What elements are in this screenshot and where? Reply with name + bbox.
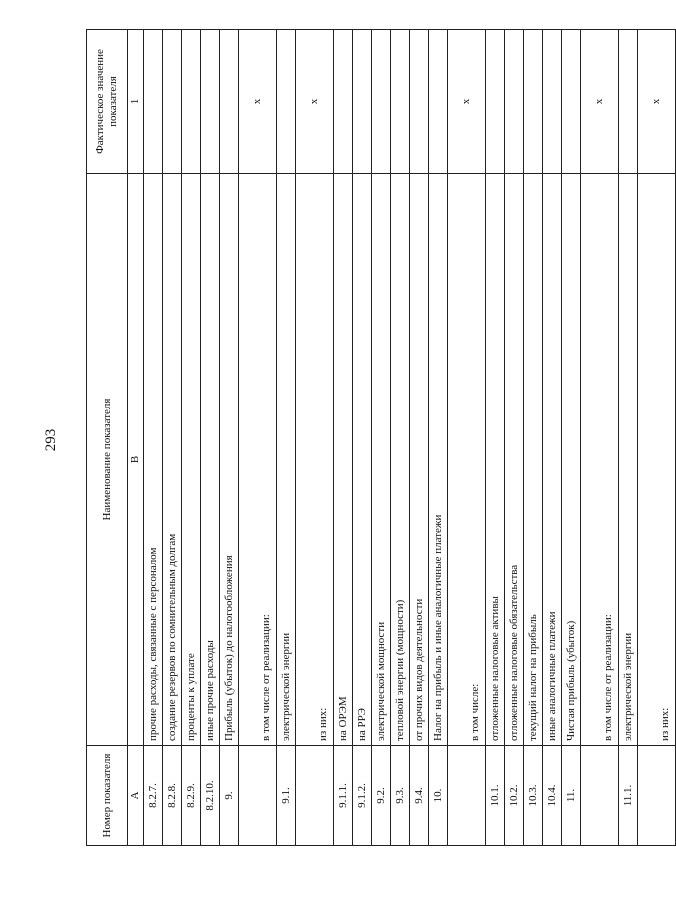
row-value xyxy=(524,30,543,174)
row-name: в том числе от реализации: xyxy=(581,174,619,746)
table-row xyxy=(163,30,182,846)
row-name: электрической мощности xyxy=(372,174,391,746)
row-name: в том числе: xyxy=(448,174,486,746)
table-row xyxy=(201,30,220,846)
table-row xyxy=(429,30,448,846)
row-value xyxy=(144,30,163,174)
table-row xyxy=(562,30,581,846)
row-number: 10.4. xyxy=(543,746,562,846)
subheader-row xyxy=(128,30,144,846)
subheader-name: В xyxy=(128,174,144,746)
row-name: текущий налог на прибыль xyxy=(524,174,543,746)
row-name: Чистая прибыль (убыток) xyxy=(562,174,581,746)
row-number xyxy=(239,746,277,846)
table-row xyxy=(334,30,353,846)
row-name: проценты к уплате xyxy=(182,174,201,746)
row-name: иные прочие расходы xyxy=(201,174,220,746)
row-value xyxy=(562,30,581,174)
row-value xyxy=(505,30,524,174)
header-number: Номер показателя xyxy=(87,746,128,846)
row-number xyxy=(581,746,619,846)
table-row xyxy=(372,30,391,846)
table-row xyxy=(524,30,543,846)
row-number: 8.2.7. xyxy=(144,746,163,846)
table-row xyxy=(182,30,201,846)
row-value xyxy=(353,30,372,174)
row-number: 10.3. xyxy=(524,746,543,846)
header-row xyxy=(87,30,128,846)
row-value xyxy=(619,30,638,174)
row-value: x xyxy=(581,30,619,174)
row-number: 10. xyxy=(429,746,448,846)
row-name: иные аналогичные платежи xyxy=(543,174,562,746)
row-value xyxy=(182,30,201,174)
rotated-table-container xyxy=(86,30,671,846)
row-name: на РРЭ xyxy=(353,174,372,746)
row-number: 9.2. xyxy=(372,746,391,846)
row-name: Прибыль (убыток) до налогообложения xyxy=(220,174,239,746)
row-value xyxy=(391,30,410,174)
table-row xyxy=(505,30,524,846)
row-name: отложенные налоговые активы xyxy=(486,174,505,746)
row-name: Налог на прибыль и иные аналогичные платежи xyxy=(429,174,448,746)
row-number: 10.2. xyxy=(505,746,524,846)
table-row xyxy=(296,30,334,846)
row-value: x xyxy=(239,30,277,174)
table-row xyxy=(353,30,372,846)
table-row xyxy=(581,30,619,846)
page-number: 293 xyxy=(43,428,59,452)
table-row xyxy=(391,30,410,846)
row-value xyxy=(410,30,429,174)
row-number: 9.4. xyxy=(410,746,429,846)
row-value xyxy=(543,30,562,174)
row-value xyxy=(486,30,505,174)
row-value xyxy=(201,30,220,174)
row-name: отложенные налоговые обязательства xyxy=(505,174,524,746)
row-value xyxy=(163,30,182,174)
row-name: тепловой энергии (мощности) xyxy=(391,174,410,746)
row-number: 9. xyxy=(220,746,239,846)
row-number: 11. xyxy=(562,746,581,846)
row-number: 9.1.1. xyxy=(334,746,353,846)
row-number: 9.3. xyxy=(391,746,410,846)
row-number: 8.2.8. xyxy=(163,746,182,846)
table-row xyxy=(220,30,239,846)
row-number: 8.2.10. xyxy=(201,746,220,846)
table-row xyxy=(239,30,277,846)
table-row xyxy=(638,30,676,846)
row-number xyxy=(638,746,676,846)
row-number: 10.1. xyxy=(486,746,505,846)
row-name: электрической энергии xyxy=(619,174,638,746)
row-name: прочие расходы, связанные с персоналом xyxy=(144,174,163,746)
row-name: создание резервов по сомнительным долгам xyxy=(163,174,182,746)
table-row xyxy=(543,30,562,846)
subheader-value: 1 xyxy=(128,30,144,174)
row-number: 9.1. xyxy=(277,746,296,846)
table-row xyxy=(144,30,163,846)
row-value xyxy=(429,30,448,174)
row-number xyxy=(448,746,486,846)
table-row xyxy=(277,30,296,846)
row-name: из них: xyxy=(638,174,676,746)
row-number: 9.1.2. xyxy=(353,746,372,846)
row-value xyxy=(334,30,353,174)
row-name: на ОРЭМ xyxy=(334,174,353,746)
table-row xyxy=(486,30,505,846)
row-number: 11.1. xyxy=(619,746,638,846)
header-value: Фактическое значение показателя xyxy=(87,30,128,174)
row-number: 8.2.9. xyxy=(182,746,201,846)
header-name: Наименование показателя xyxy=(87,174,128,746)
table-row xyxy=(619,30,638,846)
subheader-number: А xyxy=(128,746,144,846)
row-number xyxy=(296,746,334,846)
table-row xyxy=(410,30,429,846)
row-value xyxy=(372,30,391,174)
row-value: x xyxy=(448,30,486,174)
table-row xyxy=(448,30,486,846)
row-name: в том числе от реализации: xyxy=(239,174,277,746)
row-value xyxy=(277,30,296,174)
row-name: от прочих видов деятельности xyxy=(410,174,429,746)
row-value: x xyxy=(638,30,676,174)
row-value xyxy=(220,30,239,174)
row-name: электрической энергии xyxy=(277,174,296,746)
row-value: x xyxy=(296,30,334,174)
row-name: из них: xyxy=(296,174,334,746)
indicators-table xyxy=(86,29,676,846)
